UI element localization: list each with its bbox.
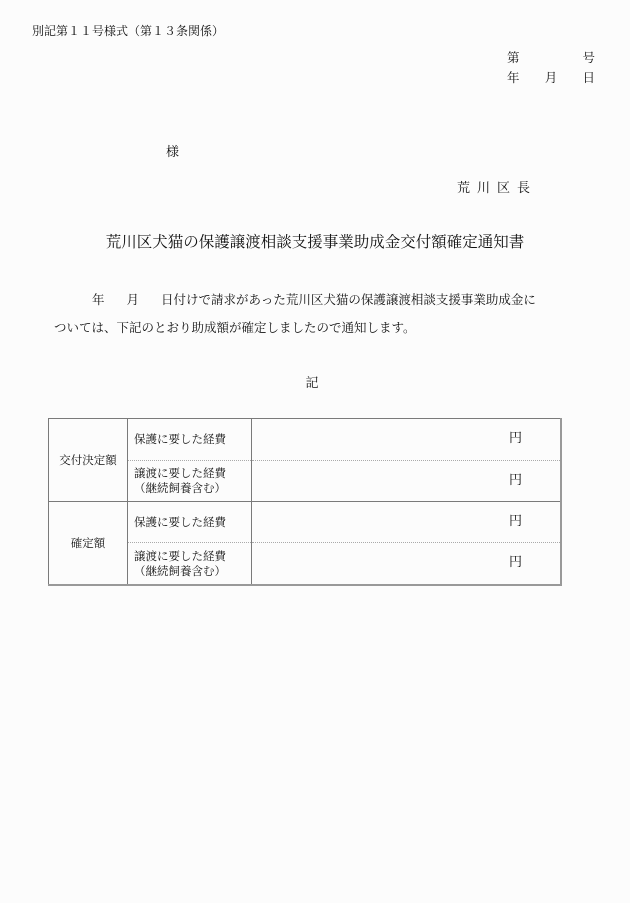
group-label: 確定額 bbox=[49, 502, 128, 586]
amount-field[interactable] bbox=[252, 419, 562, 461]
date-month: 月 bbox=[544, 70, 558, 85]
group-label: 交付決定額 bbox=[49, 419, 128, 502]
item-label-text: 保護に要した経費 bbox=[134, 431, 226, 446]
yen-unit: 円 bbox=[508, 472, 522, 488]
item-label-note: （継続飼養含む） bbox=[134, 563, 226, 578]
doc-number-prefix: 第 bbox=[507, 50, 520, 65]
body-text: 日付けで請求があった荒川区犬猫の保護譲渡相談支援事業助成金に bbox=[161, 292, 536, 307]
yen-unit: 円 bbox=[508, 555, 522, 571]
item-label bbox=[128, 419, 252, 461]
item-label bbox=[128, 543, 252, 585]
amount-field[interactable] bbox=[252, 543, 562, 585]
table-row bbox=[49, 419, 562, 461]
body-line-1 bbox=[92, 290, 536, 308]
item-label bbox=[128, 460, 252, 502]
item-label-text: 保護に要した経費 bbox=[134, 514, 226, 529]
amount-field[interactable] bbox=[252, 502, 562, 543]
date-year: 年 bbox=[507, 70, 520, 85]
yen-unit: 円 bbox=[508, 431, 522, 446]
table-row bbox=[49, 502, 562, 543]
item-label-text: 譲渡に要した経費 bbox=[134, 548, 226, 563]
body-line-2: ついては、下記のとおり助成額が確定しましたので通知します。 bbox=[54, 320, 416, 335]
ki-heading: 記 bbox=[305, 376, 319, 391]
document-title: 荒川区犬猫の保護譲渡相談支援事業助成金交付額確定通知書 bbox=[105, 233, 525, 251]
amounts-table bbox=[48, 418, 562, 586]
issuer-name: 荒川区長 bbox=[457, 181, 538, 196]
item-label-note: （継続飼養含む） bbox=[134, 480, 226, 495]
doc-number-suffix: 号 bbox=[582, 50, 595, 65]
item-label-text: 譲渡に要した経費 bbox=[134, 465, 226, 480]
recipient-honorific: 様 bbox=[166, 145, 180, 160]
form-number: 別記第１１号様式（第１３条関係） bbox=[32, 24, 225, 38]
document-number-row bbox=[507, 48, 595, 68]
date-day: 日 bbox=[582, 70, 595, 85]
body-month: 月 bbox=[126, 292, 140, 307]
document-date-row bbox=[507, 68, 595, 88]
amount-field[interactable] bbox=[252, 460, 562, 502]
item-label bbox=[128, 502, 252, 543]
body-year: 年 bbox=[92, 292, 105, 307]
document-number-block bbox=[507, 48, 595, 88]
yen-unit: 円 bbox=[508, 514, 522, 529]
